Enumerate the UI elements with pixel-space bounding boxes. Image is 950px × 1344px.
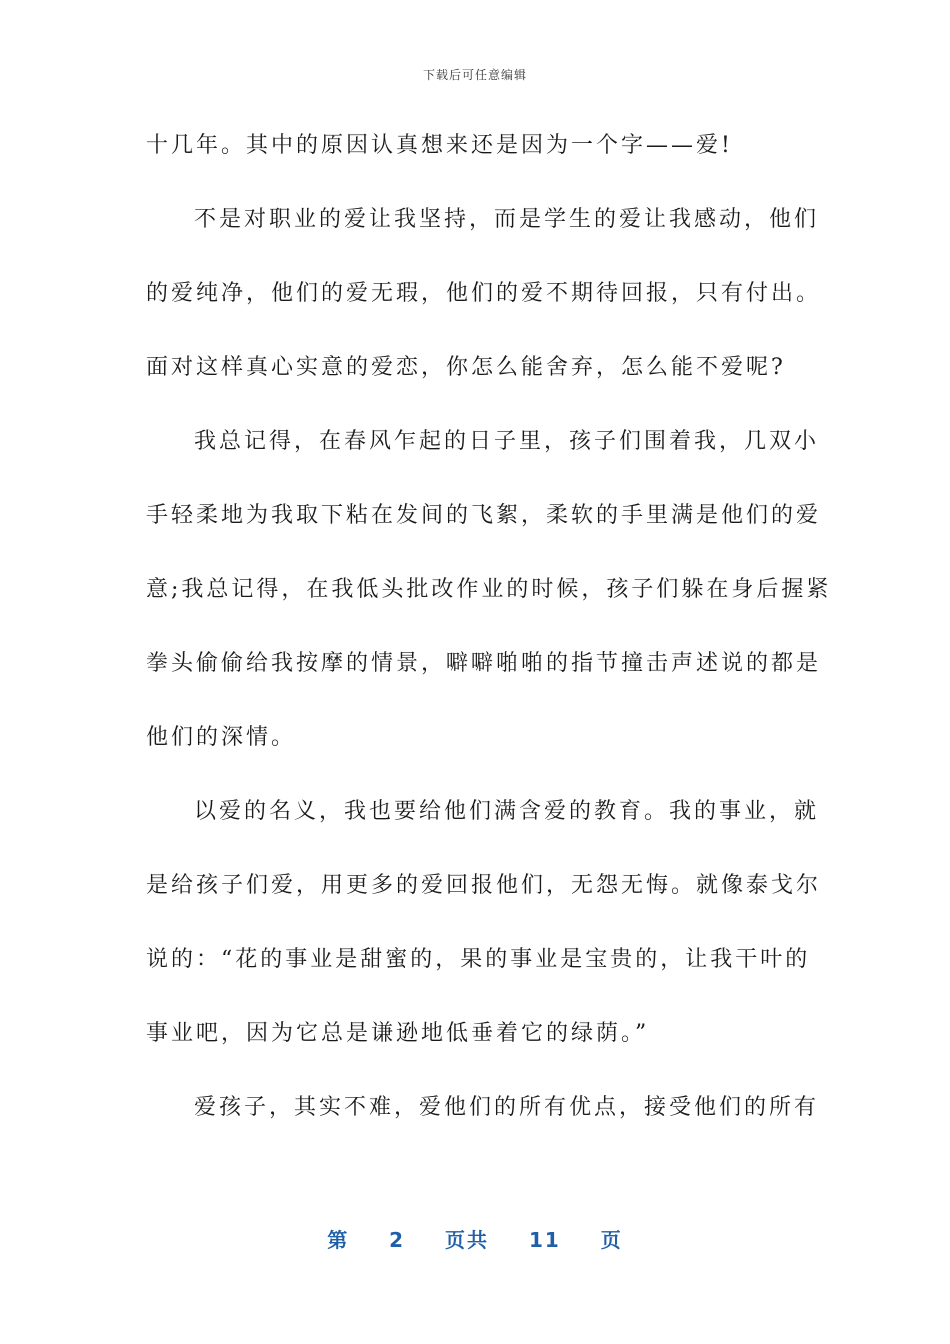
text-line: 的爱纯净，他们的爱无瑕，他们的爱不期待回报，只有付出。 (146, 281, 822, 306)
text-line: 事业吧，因为它总是谦逊地低垂着它的绿荫。” (146, 1021, 650, 1046)
footer-middle: 页共 (445, 1228, 490, 1252)
text-line: 十几年。其中的原因认真想来还是因为一个字——爱! (146, 133, 733, 158)
document-body (146, 118, 832, 1154)
text-line: 意;我总记得，在我低头批改作业的时候，孩子们躲在身后握紧 (146, 577, 832, 602)
footer-prefix: 第 (327, 1228, 350, 1252)
text-line: 面对这样真心实意的爱恋，你怎么能舍弃，怎么能不爱呢? (146, 355, 786, 380)
text-line: 拳头偷偷给我按摩的情景，噼噼啪啪的指节撞击声述说的都是 (146, 651, 822, 676)
paragraph-start-line: 爱孩子，其实不难，爱他们的所有优点，接受他们的所有 (194, 1095, 820, 1120)
text-line: 说的：“花的事业是甜蜜的，果的事业是宝贵的，让我干叶的 (146, 947, 811, 972)
text-line: 手轻柔地为我取下粘在发间的飞絮，柔软的手里满是他们的爱 (146, 503, 822, 528)
total-page-count: 11 (528, 1228, 561, 1252)
footer-suffix: 页 (600, 1228, 623, 1252)
paragraph-start-line: 以爱的名义，我也要给他们满含爱的教育。我的事业，就 (194, 799, 820, 824)
page-footer (0, 1224, 950, 1253)
text-line: 是给孩子们爱，用更多的爱回报他们，无怨无悔。就像泰戈尔 (146, 873, 822, 898)
paragraph-start-line: 我总记得，在春风乍起的日子里，孩子们围着我，几双小 (194, 429, 820, 454)
page-header-note: 下载后可任意编辑 (422, 68, 527, 82)
paragraph-start-line: 不是对职业的爱让我坚持，而是学生的爱让我感动，他们 (194, 207, 820, 232)
current-page-number: 2 (389, 1228, 406, 1252)
text-line: 他们的深情。 (146, 725, 297, 750)
